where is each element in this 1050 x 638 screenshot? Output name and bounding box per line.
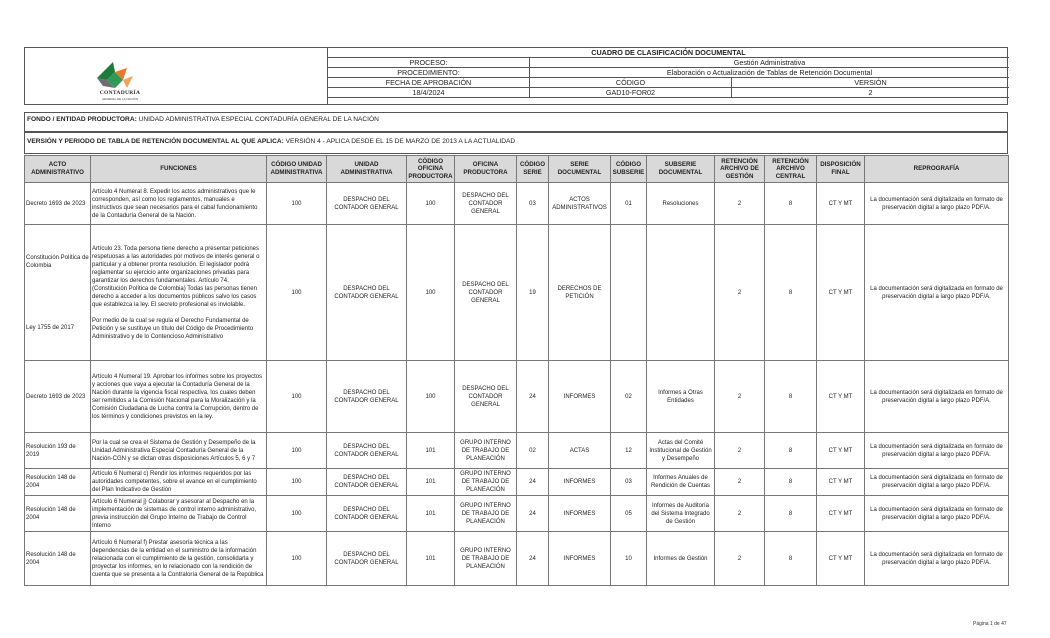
table-row	[25, 532, 1009, 586]
col-disposicion: DISPOSICIÓN FINAL	[817, 156, 865, 183]
proceso-value: Gestión Administrativa	[733, 58, 806, 67]
cell-acto: Resolución 193 de 2019	[25, 433, 91, 469]
cell-cod-serie: 03	[517, 183, 549, 225]
cell-ret-central: 8	[765, 469, 817, 496]
cell-cod-oficina: 101	[407, 469, 455, 496]
cell-disposicion: CT Y MT	[817, 433, 865, 469]
col-cod-unidad: CÓDIGO UNIDAD ADMINISTRATIVA	[267, 156, 327, 183]
proceso-label: PROCESO:	[328, 58, 530, 67]
col-serie: SERIE DOCUMENTAL	[549, 156, 611, 183]
cell-disposicion: CT Y MT	[817, 183, 865, 225]
header-proceso-row	[328, 58, 1009, 68]
cell-funciones-secondary: Por medio de la cual se regula el Derecho Fundamental de Petición y se sustituye un título del Código de Procedimiento Administrativo y de lo Contencioso Administrativo	[92, 317, 254, 340]
cell-acto: Decreto 1693 de 2023	[25, 361, 91, 433]
logo-subtitle: GENERAL DE LA NACIÓN	[101, 97, 139, 101]
cell-cod-serie: 19	[517, 225, 549, 361]
cell-reprografia: La documentación será digitalizada en formato de preservación digital a largo plazo PDF/A.	[865, 532, 1009, 586]
version-label: VERSIÓN	[854, 78, 887, 87]
version-periodo-value: VERSIÓN 4 - APLICA DESDE EL 15 DE MARZO DE 2013 A LA ACTUALIDAD	[283, 138, 516, 145]
cell-subserie: Informes de Auditoría del Sistema Integrado de Gestión	[647, 496, 715, 532]
cell-disposicion: CT Y MT	[817, 496, 865, 532]
cell-oficina: GRUPO INTERNO DE TRABAJO DE PLANEACIÓN	[455, 532, 517, 586]
cell-funciones: Por la cual se crea el Sistema de Gestión y Desempeño de la Unidad Administrativa Especial Contaduría General de la Nación-CGN y se dictan otras disposiciones Artículos 5, 6 y 7	[91, 433, 267, 469]
col-cod-serie: CÓDIGO SERIE	[517, 156, 549, 183]
table-row	[25, 225, 1009, 361]
cell-serie: DERECHOS DE PETICIÓN	[549, 225, 611, 361]
cell-acto-primary: Constitución Política de Colombia	[26, 254, 89, 269]
cell-acto: Resolución 148 de 2004	[25, 469, 91, 496]
cell-serie: INFORMES	[549, 496, 611, 532]
cell-ret-gestion: 2	[715, 361, 765, 433]
version-periodo-row	[24, 132, 1008, 154]
logo-cell	[25, 48, 328, 104]
cell-cod-oficina: 100	[407, 361, 455, 433]
cell-oficina: GRUPO INTERNO DE TRABAJO DE PLANEACIÓN	[455, 469, 517, 496]
cell-unidad: DESPACHO DEL CONTADOR GENERAL	[327, 361, 407, 433]
cell-ret-gestion: 2	[715, 433, 765, 469]
cell-cod-unidad: 100	[267, 183, 327, 225]
cell-cod-unidad: 100	[267, 469, 327, 496]
table-row	[25, 496, 1009, 532]
cell-reprografia: La documentación será digitalizada en formato de preservación digital a largo plazo PDF/A.	[865, 183, 1009, 225]
cell-cod-subserie: 12	[611, 433, 647, 469]
cell-cod-oficina: 101	[407, 532, 455, 586]
cell-oficina: DESPACHO DEL CONTADOR GENERAL	[455, 183, 517, 225]
cell-subserie: Informes Anuales de Rendición de Cuentas	[647, 469, 715, 496]
cell-cod-oficina: 101	[407, 433, 455, 469]
cell-cod-oficina: 100	[407, 225, 455, 361]
header-title-row	[328, 48, 1009, 58]
cell-subserie: Actas del Comité Institucional de Gestión y Desempeño	[647, 433, 715, 469]
cell-cod-unidad: 100	[267, 532, 327, 586]
cell-disposicion: CT Y MT	[817, 532, 865, 586]
cell-cod-oficina: 100	[407, 183, 455, 225]
cell-cod-serie: 24	[517, 532, 549, 586]
header-values-row	[328, 88, 1009, 98]
cell-disposicion: CT Y MT	[817, 361, 865, 433]
fecha-value: 18/4/2024	[328, 88, 530, 97]
cell-ret-gestion: 2	[715, 183, 765, 225]
fondo-value: UNIDAD ADMINISTRATIVA ESPECIAL CONTADURÍA GENERAL DE LA NACIÓN	[136, 116, 379, 123]
col-funciones: FUNCIONES	[91, 156, 267, 183]
header-procedimiento-row	[328, 68, 1009, 78]
cell-reprografia: La documentación será digitalizada en formato de preservación digital a largo plazo PDF/A.	[865, 469, 1009, 496]
col-cod-oficina: CÓDIGO OFICINA PRODUCTORA	[407, 156, 455, 183]
cell-ret-central: 8	[765, 225, 817, 361]
cell-unidad: DESPACHO DEL CONTADOR GENERAL	[327, 433, 407, 469]
cell-ret-gestion: 2	[715, 469, 765, 496]
cell-ret-central: 8	[765, 496, 817, 532]
cell-unidad: DESPACHO DEL CONTADOR GENERAL	[327, 225, 407, 361]
cell-funciones	[91, 225, 267, 361]
table-row	[25, 433, 1009, 469]
cell-ret-gestion: 2	[715, 225, 765, 361]
cell-reprografia: La documentación será digitalizada en formato de preservación digital a largo plazo PDF/A.	[865, 496, 1009, 532]
cell-serie: INFORMES	[549, 361, 611, 433]
procedimiento-label: PROCEDIMIENTO:	[328, 68, 530, 77]
procedimiento-value: Elaboración o Actualización de Tablas de Retención Documental	[666, 68, 873, 77]
cell-serie: ACTOS ADMINISTRATIVOS	[549, 183, 611, 225]
col-cod-subserie: CÓDIGO SUBSERIE	[611, 156, 647, 183]
cell-reprografia: La documentación será digitalizada en formato de preservación digital a largo plazo PDF/A.	[865, 433, 1009, 469]
cell-cod-subserie	[611, 225, 647, 361]
page-number: Página 1 de 47	[973, 621, 1007, 627]
table-row	[25, 361, 1009, 433]
table-row	[25, 183, 1009, 225]
cell-acto: Decreto 1693 de 2023	[25, 183, 91, 225]
header-labels-row	[328, 78, 1009, 88]
cell-funciones: Artículo 6 Numeral f) Prestar asesoría técnica a las dependencias de la entidad en el suministro de la información relacionada con el cumplimiento de la gestión, consolidarla y proyectar los informes, en lo relacionado con la rendición de cuenta que se presenta a la Contraloría General de la República	[91, 532, 267, 586]
version-periodo-label: VERSIÓN Y PERIODO DE TABLA DE RETENCIÓN DOCUMENTAL AL QUE APLICA:	[27, 138, 284, 145]
cell-cod-serie: 24	[517, 361, 549, 433]
cell-subserie	[647, 225, 715, 361]
codigo-value: GAD10-FOR02	[530, 88, 732, 97]
cell-subserie: Informes a Otras Entidades	[647, 361, 715, 433]
cell-cod-serie: 24	[517, 496, 549, 532]
document-header	[24, 47, 1008, 105]
col-ret-gestion: RETENCIÓN ARCHIVO DE GESTIÓN	[715, 156, 765, 183]
col-acto: ACTO ADMINISTRATIVO	[25, 156, 91, 183]
cell-funciones-primary: Artículo 23. Toda persona tiene derecho a presentar peticiones respetuosas a las autoridades por motivos de interés general o particular y a obtener pronta resolución. El legislador podrá reglamentar su ejercicio ante organizaciones privadas para garantizar los derechos fundamentales. Artículo 74. (Constitución Política de Colombia) Todas las personas tienen derecho a acceder a los documentos públicos salvo los casos que establezca la ley. El secreto profesional es inviolable.	[92, 245, 260, 308]
cell-serie: ACTAS	[549, 433, 611, 469]
cell-cod-unidad: 100	[267, 496, 327, 532]
version-value: 2	[868, 88, 873, 97]
cell-funciones: Artículo 6 Numeral j) Colaborar y asesorar al Despacho en la implementación de sistemas de control interno administrativo, previa instrucción del Grupo Interno de Trabajo de Control Interno	[91, 496, 267, 532]
cell-ret-gestion: 2	[715, 532, 765, 586]
retention-table	[24, 155, 1009, 586]
col-reprografia: REPROGRAFÍA	[865, 156, 1009, 183]
cell-acto: Resolución 148 de 2004	[25, 496, 91, 532]
cell-cod-subserie: 02	[611, 361, 647, 433]
cell-serie: INFORMES	[549, 469, 611, 496]
col-oficina: OFICINA PRODUCTORA	[455, 156, 517, 183]
cell-cod-subserie: 05	[611, 496, 647, 532]
cell-cod-unidad: 100	[267, 361, 327, 433]
cell-acto: Resolución 148 de 2004	[25, 532, 91, 586]
cell-ret-central: 8	[765, 532, 817, 586]
document-title: CUADRO DE CLASIFICACIÓN DOCUMENTAL	[591, 48, 746, 57]
cell-funciones: Artículo 6 Numeral c) Rendir los informes requeridos por las autoridades competentes, sobre el avance en el cumplimiento del Plan Indicativo de Gestión	[91, 469, 267, 496]
cell-acto	[25, 225, 91, 361]
cell-unidad: DESPACHO DEL CONTADOR GENERAL	[327, 532, 407, 586]
cell-reprografia: La documentación será digitalizada en formato de preservación digital a largo plazo PDF/A.	[865, 361, 1009, 433]
fondo-row	[24, 112, 1008, 132]
fecha-label: FECHA DE APROBACIÓN	[328, 78, 530, 87]
codigo-label: CÓDIGO	[530, 78, 732, 87]
cell-cod-unidad: 100	[267, 433, 327, 469]
cell-unidad: DESPACHO DEL CONTADOR GENERAL	[327, 469, 407, 496]
cell-cod-serie: 02	[517, 433, 549, 469]
col-ret-central: RETENCIÓN ARCHIVO CENTRAL	[765, 156, 817, 183]
cell-cod-subserie: 01	[611, 183, 647, 225]
cell-subserie: Resoluciones	[647, 183, 715, 225]
table-header-row	[25, 156, 1009, 183]
fondo-label: FONDO / ENTIDAD PRODUCTORA:	[27, 116, 137, 123]
table-row	[25, 469, 1009, 496]
logo-wordmark: CONTADURÍA	[99, 90, 141, 96]
cell-cod-subserie: 03	[611, 469, 647, 496]
col-unidad: UNIDAD ADMINISTRATIVA	[327, 156, 407, 183]
cell-oficina: DESPACHO DEL CONTADOR GENERAL	[455, 225, 517, 361]
cell-cod-serie: 24	[517, 469, 549, 496]
cell-unidad: DESPACHO DEL CONTADOR GENERAL	[327, 183, 407, 225]
cell-funciones: Artículo 4 Numeral 8. Expedir los actos administrativos que le corresponden, así como los reglamentos, manuales e instructivos que sean necesarios para el cabal funcionamiento de la Contaduría General de la Nación.	[91, 183, 267, 225]
cell-reprografia: La documentación será digitalizada en formato de preservación digital a largo plazo PDF/A.	[865, 225, 1009, 361]
cell-ret-gestion: 2	[715, 496, 765, 532]
cell-funciones: Artículo 4 Numeral 19. Aprobar los informes sobre los proyectos y acciones que vaya a ejecutar la Contaduría General de la Nación durante la vigencia fiscal respectiva, los cuales deben ser remitidos a la Comisión Nacional para la Moralización y la Comisión Ciudadana de Lucha contra la Corrupción, dentro de los términos y condiciones previstos en la ley.	[91, 361, 267, 433]
cell-cod-subserie: 10	[611, 532, 647, 586]
cell-cod-unidad: 100	[267, 225, 327, 361]
cell-unidad: DESPACHO DEL CONTADOR GENERAL	[327, 496, 407, 532]
cell-oficina: GRUPO INTERNO DE TRABAJO DE PLANEACIÓN	[455, 433, 517, 469]
col-subserie: SUBSERIE DOCUMENTAL	[647, 156, 715, 183]
cell-ret-central: 8	[765, 183, 817, 225]
cell-serie: INFORMES	[549, 532, 611, 586]
cell-acto-secondary: Ley 1755 de 2017	[26, 324, 75, 331]
cell-ret-central: 8	[765, 361, 817, 433]
cell-oficina: GRUPO INTERNO DE TRABAJO DE PLANEACIÓN	[455, 496, 517, 532]
cell-disposicion: CT Y MT	[817, 469, 865, 496]
cell-disposicion: CT Y MT	[817, 225, 865, 361]
cell-subserie: Informes de Gestión	[647, 532, 715, 586]
cell-ret-central: 8	[765, 433, 817, 469]
cell-cod-oficina: 101	[407, 496, 455, 532]
cell-oficina: DESPACHO DEL CONTADOR GENERAL	[455, 361, 517, 433]
